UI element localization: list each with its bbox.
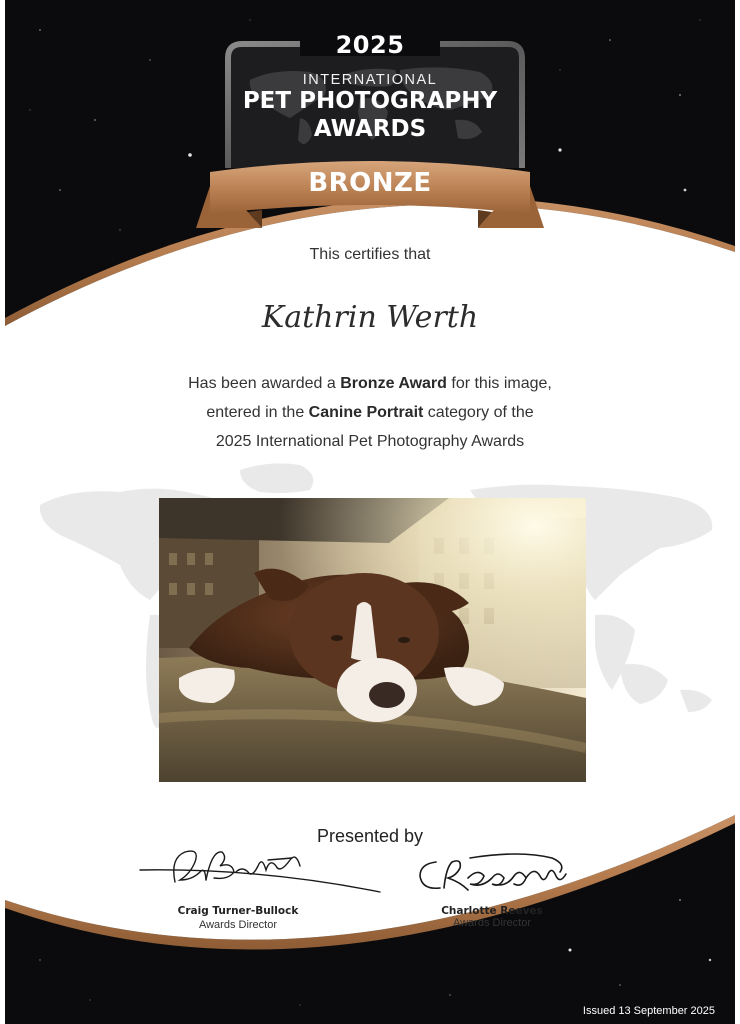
line2-pre: entered in the	[206, 404, 309, 421]
category-name: Canine Portrait	[308, 404, 424, 421]
presented-by-label: Presented by	[316, 826, 424, 846]
award-name: Bronze Award	[340, 375, 447, 392]
certifies-intro: This certifies that	[309, 246, 431, 263]
line1-pre: Has been awarded a	[188, 375, 341, 392]
line1-post: for this image,	[446, 375, 552, 392]
description-line-2	[0, 398, 740, 427]
award-title-line1: PET PHOTOGRAPHY	[242, 88, 498, 114]
signatory-2-role: Awards Director	[452, 917, 532, 929]
description-line-3: 2025 International Pet Photography Awards	[215, 433, 525, 450]
award-title-line2: AWARDS	[313, 116, 427, 142]
line2-post: category of the	[423, 404, 534, 421]
issued-date: Issued 13 September 2025	[582, 1005, 715, 1017]
description-line-1	[0, 369, 740, 398]
signatory-2-name: Charlotte Reeves	[441, 905, 543, 917]
award-tier-label: BRONZE	[308, 168, 432, 198]
recipient-name: Kathrin Werth	[261, 300, 479, 335]
award-description	[0, 369, 740, 456]
signatory-1-role: Awards Director	[198, 919, 278, 931]
award-photo	[159, 498, 586, 782]
signatory-1-name: Craig Turner-Bullock	[177, 905, 299, 917]
award-year: 2025	[335, 31, 405, 59]
dog-photo-image	[159, 498, 586, 782]
award-org-line: INTERNATIONAL	[302, 72, 438, 88]
